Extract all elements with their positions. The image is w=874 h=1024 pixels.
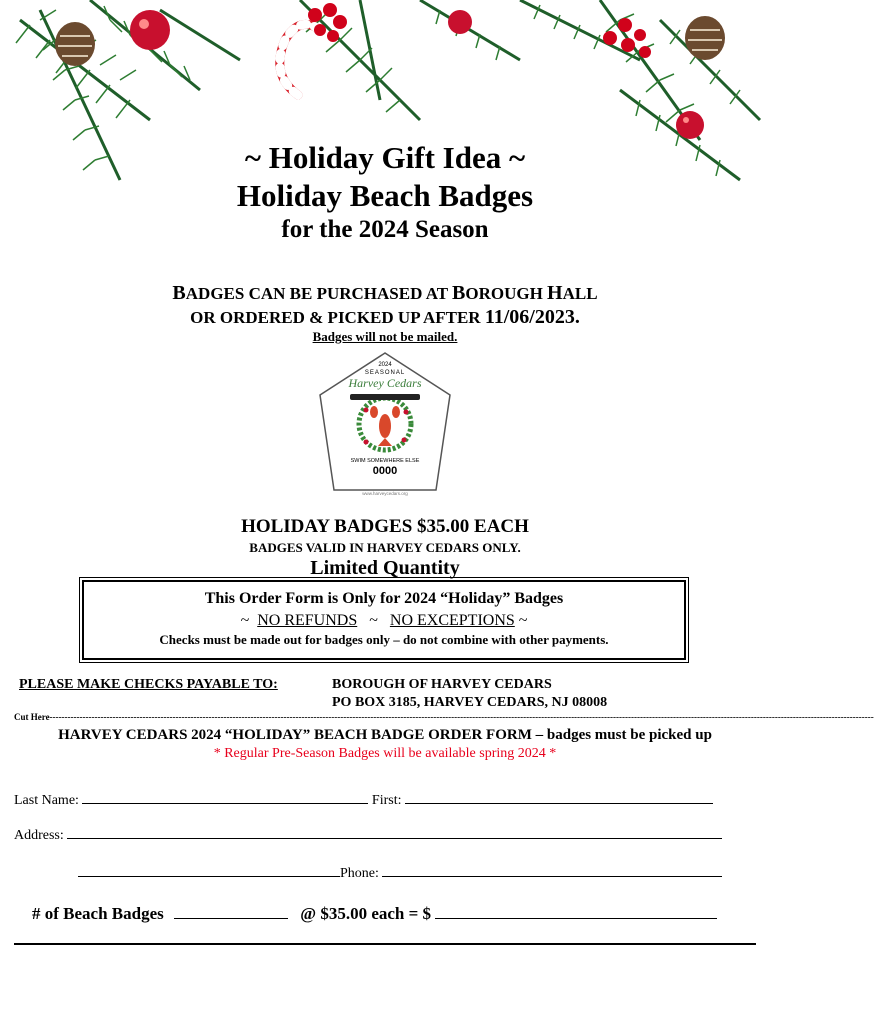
badge-quantity-label: # of Beach Badges — [32, 904, 164, 923]
price-line: HOLIDAY BADGES $35.00 EACH — [241, 516, 529, 537]
badge-beach: SWIM SOMEWHERE ELSE — [350, 458, 420, 464]
phone-field[interactable] — [382, 862, 722, 877]
preseason-note: * Regular Pre-Season Badges will be available spring 2024 * — [213, 746, 557, 761]
notice-line-3: Checks must be made out for badges only – do not combine with other payments. — [159, 632, 609, 647]
purchase-info-line-1: BADGES CAN BE PURCHASED AT BOROUGH HALL — [172, 282, 598, 304]
badge-price-label: @ $35.00 each = $ — [300, 904, 432, 923]
holly-berries — [308, 3, 651, 58]
not-mailed-note: Badges will not be mailed. — [312, 329, 458, 344]
candy-cane — [280, 24, 320, 95]
badge-oars — [350, 394, 420, 400]
cut-here-line: Cut Here----------------------------------------------------------------------------------------------------------------------------------------------------------------------------------------------------------------------------------------------------------------------------------- — [14, 712, 874, 722]
badge-town: Harvey Cedars — [348, 376, 422, 390]
payee-name: BOROUGH OF HARVEY CEDARS — [332, 677, 552, 692]
last-name-label: Last Name: — [14, 793, 79, 808]
title-line-3: for the 2024 Season — [281, 216, 489, 243]
badge-quantity-field[interactable] — [174, 902, 288, 919]
badge-number: 0000 — [372, 465, 398, 477]
pinecone-left — [55, 22, 95, 66]
title-line-1: ~ Holiday Gift Idea ~ — [244, 140, 526, 175]
badge-year: 2024 — [378, 362, 392, 368]
pinecone-right — [685, 16, 725, 60]
name-row — [14, 789, 713, 809]
order-form-title: HARVEY CEDARS 2024 “HOLIDAY” BEACH BADGE ORDER FORM – badges must be picked up — [58, 727, 712, 743]
address-row — [14, 824, 722, 844]
badge-website: www.harveycedars.org — [362, 491, 408, 496]
address-field[interactable] — [67, 824, 722, 839]
address-line-2-field[interactable] — [78, 862, 340, 877]
address-phone-row — [78, 862, 722, 882]
payee-address: PO BOX 3185, HARVEY CEDARS, NJ 08008 — [332, 695, 608, 710]
limited-quantity: Limited Quantity — [310, 557, 460, 579]
last-name-field[interactable] — [82, 789, 368, 804]
title-line-2: Holiday Beach Badges — [236, 178, 534, 213]
notice-line-2: ~ NO REFUNDS ~ NO EXCEPTIONS ~ — [240, 612, 528, 629]
first-name-field[interactable] — [405, 789, 713, 804]
bottom-rule — [14, 943, 756, 945]
first-name-label: First: — [371, 793, 402, 808]
address-label: Address: — [14, 828, 64, 843]
phone-label: Phone: — [340, 866, 379, 881]
beach-badge-image — [316, 350, 454, 500]
purchase-info-line-2: OR ORDERED & PICKED UP AFTER 11/06/2023. — [190, 306, 580, 328]
badge-total-field[interactable] — [435, 902, 717, 919]
notice-box — [82, 580, 686, 660]
payable-label: PLEASE MAKE CHECKS PAYABLE TO: — [19, 677, 278, 692]
valid-line: BADGES VALID IN HARVEY CEDARS ONLY. — [249, 540, 521, 555]
badge-kind: SEASONAL — [364, 370, 406, 376]
red-ornaments — [130, 10, 704, 139]
notice-line-1: This Order Form is Only for 2024 “Holiday” Badges — [204, 590, 564, 607]
badge-quantity-row — [32, 902, 717, 924]
